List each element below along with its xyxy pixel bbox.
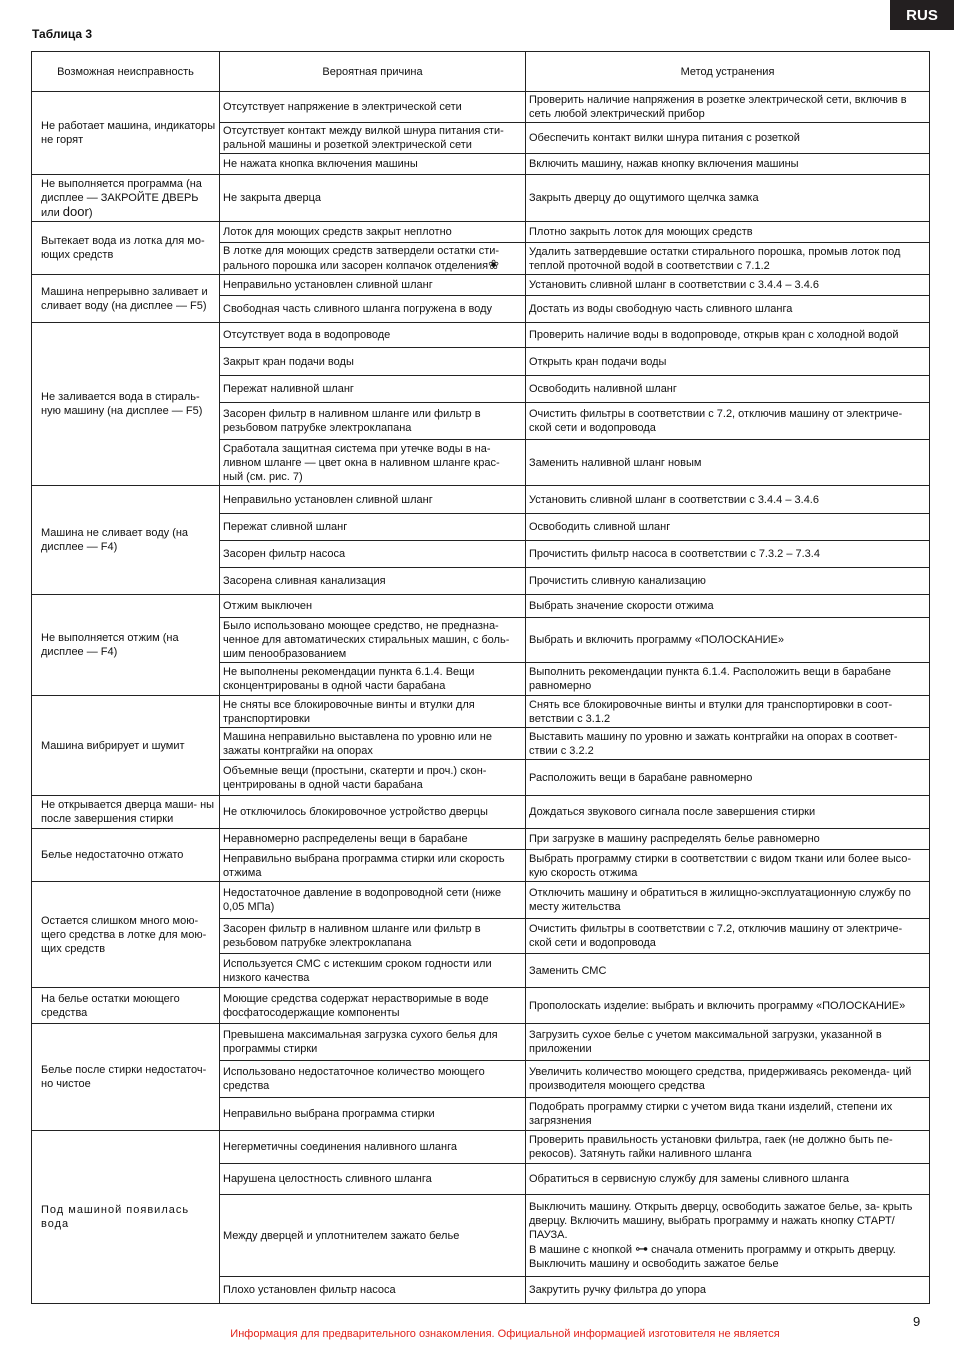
problem-cell: Машина вибрирует и шумит bbox=[32, 696, 220, 796]
fix-cell: Освободить сливной шланг bbox=[526, 514, 930, 541]
table-row bbox=[32, 829, 930, 850]
fix-cell: Прочистить фильтр насоса в соответствии с 7.3.2 – 7.3.4 bbox=[526, 541, 930, 568]
fix-cell: Прополоскать изделие: выбрать и включить программу «ПОЛОСКАНИЕ» bbox=[526, 988, 930, 1024]
cause-cell: Не закрыта дверца bbox=[220, 175, 526, 222]
cause-cell: Неправильно выбрана программа стирки bbox=[220, 1098, 526, 1131]
display-word-door: door bbox=[62, 203, 89, 219]
fix-cell: Проверить наличие воды в водопроводе, открыв кран с холодной водой bbox=[526, 323, 930, 348]
cause-cell: Машина неправильно выставлена по уровню или не зажаты контргайки на опорах bbox=[220, 728, 526, 760]
cause-cell: Свободная часть сливного шланга погружена в воду bbox=[220, 296, 526, 323]
table-row bbox=[32, 696, 930, 728]
fix-cell: Выбрать значение скорости отжима bbox=[526, 595, 930, 618]
header-cause: Вероятная причина bbox=[220, 52, 526, 92]
fix-cell: Плотно закрыть лоток для моющих средств bbox=[526, 222, 930, 243]
cause-cell: Превышена максимальная загрузка сухого белья для программы стирки bbox=[220, 1024, 526, 1061]
table-row bbox=[32, 323, 930, 348]
language-badge: RUS bbox=[890, 0, 954, 30]
cause-cell: Пережат сливной шланг bbox=[220, 514, 526, 541]
cause-text: В лотке для моющих средств затвердели остатки сти- рального порошка или засорен колпачок отделения bbox=[223, 245, 500, 272]
table-row bbox=[32, 1024, 930, 1061]
dispenser-compartment-icon: ❀ bbox=[488, 257, 500, 272]
table-caption: Таблица 3 bbox=[32, 27, 93, 41]
cause-cell: Использовано недостаточное количество моющего средства bbox=[220, 1061, 526, 1098]
problem-cell: Белье после стирки недостаточ- но чистое bbox=[32, 1024, 220, 1131]
fix-cell: Выполнить рекомендации пункта 6.1.4. Расположить вещи в барабане равномерно bbox=[526, 663, 930, 696]
cause-cell: Неправильно выбрана программа стирки или скорость отжима bbox=[220, 850, 526, 882]
table-row bbox=[32, 988, 930, 1024]
cause-cell: Недостаточное давление в водопроводной сети (ниже 0,05 МПа) bbox=[220, 882, 526, 919]
problem-cell: Не открывается дверца маши- ны после завершения стирки bbox=[32, 796, 220, 829]
fix-cell: Очистить фильтры в соответствии с 7.2, отключив машину от электриче- ской сети и водопровода bbox=[526, 919, 930, 954]
header-problem: Возможная неисправность bbox=[32, 52, 220, 92]
fix-cell: Выбрать и включить программу «ПОЛОСКАНИЕ» bbox=[526, 618, 930, 663]
problem-cell: Не заливается вода в стираль- ную машину (на дисплее — F5) bbox=[32, 323, 220, 486]
fix-text-2a: В машине с кнопкой bbox=[529, 1244, 633, 1256]
cause-cell: Используется СМС с истекшим сроком годности или низкого качества bbox=[220, 954, 526, 988]
cause-cell: Засорена сливная канализация bbox=[220, 568, 526, 595]
fix-cell: Удалить затвердевшие остатки стирального порошка, промыв лоток под теплой проточной водой в соответствии с 7.1.2 bbox=[526, 243, 930, 275]
table-row bbox=[32, 275, 930, 296]
fix-cell: Выбрать программу стирки в соответствии с видом ткани или более высо- кую скорость отжима bbox=[526, 850, 930, 882]
fix-cell: Дождаться звукового сигнала после завершения стирки bbox=[526, 796, 930, 829]
problem-cell: Белье недостаточно отжато bbox=[32, 829, 220, 882]
fix-cell: Закрыть дверцу до ощутимого щелчка замка bbox=[526, 175, 930, 222]
table-row bbox=[32, 1131, 930, 1164]
fix-cell bbox=[526, 1195, 930, 1277]
problem-cell: Машина не сливает воду (на дисплее — F4) bbox=[32, 486, 220, 595]
table-row bbox=[32, 882, 930, 919]
key-icon: ⊶ bbox=[635, 1241, 649, 1256]
problem-text-end: ) bbox=[88, 206, 93, 219]
cause-cell: Отсутствует напряжение в электрической сети bbox=[220, 92, 526, 123]
cause-cell: Между дверцей и уплотнителем зажато белье bbox=[220, 1195, 526, 1277]
fix-cell: Установить сливной шланг в соответствии с 3.4.4 – 3.4.6 bbox=[526, 275, 930, 296]
fix-cell: При загрузке в машину распределять белье равномерно bbox=[526, 829, 930, 850]
fix-cell: Загрузить сухое белье с учетом максимальной загрузки, указанной в приложении bbox=[526, 1024, 930, 1061]
fix-cell: Подобрать программу стирки с учетом вида ткани изделий, степени их загрязнения bbox=[526, 1098, 930, 1131]
cause-cell: Нарушена целостность сливного шланга bbox=[220, 1164, 526, 1195]
cause-cell bbox=[220, 243, 526, 275]
cause-cell: Отсутствует вода в водопроводе bbox=[220, 323, 526, 348]
cause-cell: Закрыт кран подачи воды bbox=[220, 348, 526, 376]
fix-cell: Выставить машину по уровню и зажать контргайки на опорах в соответ- ствии с 3.2.2 bbox=[526, 728, 930, 760]
problem-text: Не выполняется программа (на дисплее — ЗАКРОЙТЕ ДВЕРЬ или bbox=[41, 177, 202, 219]
fix-cell: Проверить наличие напряжения в розетке электрической сети, включив в сеть любой электрический прибор bbox=[526, 92, 930, 123]
cause-cell: Неправильно установлен сливной шланг bbox=[220, 486, 526, 514]
fix-cell: Включить машину, нажав кнопку включения машины bbox=[526, 154, 930, 175]
fix-cell: Отключить машину и обратиться в жилищно-эксплуатационную службу по месту жительства bbox=[526, 882, 930, 919]
problem-cell: Под машиной появилась вода bbox=[32, 1131, 220, 1304]
fix-cell: Установить сливной шланг в соответствии с 3.4.4 – 3.4.6 bbox=[526, 486, 930, 514]
table-row bbox=[32, 595, 930, 618]
fix-cell: Достать из воды свободную часть сливного шланга bbox=[526, 296, 930, 323]
table-header-row bbox=[32, 52, 930, 92]
problem-cell: Вытекает вода из лотка для мо- ющих средств bbox=[32, 222, 220, 275]
cause-cell: Было использовано моющее средство, не предназна- ченное для автоматических стиральных машин, с боль- шим пенообразованием bbox=[220, 618, 526, 663]
cause-cell: Засорен фильтр насоса bbox=[220, 541, 526, 568]
fix-cell: Снять все блокировочные винты и втулки для транспортировки в соот- ветствии с 3.1.2 bbox=[526, 696, 930, 728]
cause-cell: Пережат наливной шланг bbox=[220, 376, 526, 403]
fix-text: Выключить машину. Открыть дверцу, освободить зажатое белье, за- крыть дверцу. Включить машину, выбрать программу и нажать кнопку СТАРТ/ПАУЗА. bbox=[529, 1201, 913, 1241]
cause-cell: Объемные вещи (простыни, скатерти и проч.) скон- центрированы в одной части барабана bbox=[220, 760, 526, 796]
cause-cell: Не нажата кнопка включения машины bbox=[220, 154, 526, 175]
problem-cell: Машина непрерывно заливает и сливает воду (на дисплее — F5) bbox=[32, 275, 220, 323]
cause-cell: Негерметичны соединения наливного шланга bbox=[220, 1131, 526, 1164]
cause-cell: Отсутствует контакт между вилкой шнура питания сти- ральной машины и розеткой электрической сети bbox=[220, 123, 526, 154]
problem-cell bbox=[32, 175, 220, 222]
cause-cell: Моющие средства содержат нерастворимые в воде фосфатосодержащие компоненты bbox=[220, 988, 526, 1024]
header-fix: Метод устранения bbox=[526, 52, 930, 92]
cause-cell: Засорен фильтр в наливном шланге или фильтр в резьбовом патрубке электроклапана bbox=[220, 919, 526, 954]
cause-cell: Отжим выключен bbox=[220, 595, 526, 618]
cause-cell: Неравномерно распределены вещи в барабане bbox=[220, 829, 526, 850]
cause-cell: Лоток для моющих средств закрыт неплотно bbox=[220, 222, 526, 243]
problem-cell: Не работает машина, индикаторы не горят bbox=[32, 92, 220, 175]
troubleshooting-table bbox=[31, 51, 930, 1304]
fix-cell: Расположить вещи в барабане равномерно bbox=[526, 760, 930, 796]
fix-cell: Увеличить количество моющего средства, придерживаясь рекоменда- ций производителя моющего средства bbox=[526, 1061, 930, 1098]
problem-cell: На белье остатки моющего средства bbox=[32, 988, 220, 1024]
cause-cell: Не сняты все блокировочные винты и втулки для транспортировки bbox=[220, 696, 526, 728]
fix-cell: Закрутить ручку фильтра до упора bbox=[526, 1277, 930, 1304]
fix-cell: Очистить фильтры в соответствии с 7.2, отключив машину от электриче- ской сети и водопровода bbox=[526, 403, 930, 440]
disclaimer-footer: Информация для предварительного ознакомления. Официальной информацией изготовителя не является bbox=[230, 1328, 780, 1340]
table-row bbox=[32, 486, 930, 514]
cause-cell: Неправильно установлен сливной шланг bbox=[220, 275, 526, 296]
cause-cell: Плохо установлен фильтр насоса bbox=[220, 1277, 526, 1304]
cause-cell: Не отключилось блокировочное устройство дверцы bbox=[220, 796, 526, 829]
table-row bbox=[32, 175, 930, 222]
cause-cell: Не выполнены рекомендации пункта 6.1.4. Вещи сконцентрированы в одной части барабана bbox=[220, 663, 526, 696]
fix-cell: Обратиться в сервисную службу для замены сливного шланга bbox=[526, 1164, 930, 1195]
fix-cell: Обеспечить контакт вилки шнура питания с розеткой bbox=[526, 123, 930, 154]
problem-cell: Остается слишком много мою- щего средства в лотке для мою- щих средств bbox=[32, 882, 220, 988]
fix-cell: Освободить наливной шланг bbox=[526, 376, 930, 403]
table-row bbox=[32, 92, 930, 123]
cause-cell: Сработала защитная система при утечке воды в на- ливном шланге — цвет окна в наливном шланге крас- ный (см. рис. 7) bbox=[220, 440, 526, 486]
fix-cell: Заменить наливной шланг новым bbox=[526, 440, 930, 486]
fix-cell: Открыть кран подачи воды bbox=[526, 348, 930, 376]
page-number: 9 bbox=[913, 1314, 921, 1329]
problem-cell: Не выполняется отжим (на дисплее — F4) bbox=[32, 595, 220, 696]
cause-cell: Засорен фильтр в наливном шланге или фильтр в резьбовом патрубке электроклапана bbox=[220, 403, 526, 440]
fix-cell: Проверить правильность установки фильтра, гаек (не должно быть пе- рекосов). Затянуть гайки наливного шланга bbox=[526, 1131, 930, 1164]
table-row bbox=[32, 222, 930, 243]
fix-cell: Прочистить сливную канализацию bbox=[526, 568, 930, 595]
fix-cell: Заменить СМС bbox=[526, 954, 930, 988]
fix-text-2b: сначала отменить программу и открыть дверцу. Выключить машину и освободить зажатое белье bbox=[529, 1244, 896, 1270]
table-row bbox=[32, 796, 930, 829]
